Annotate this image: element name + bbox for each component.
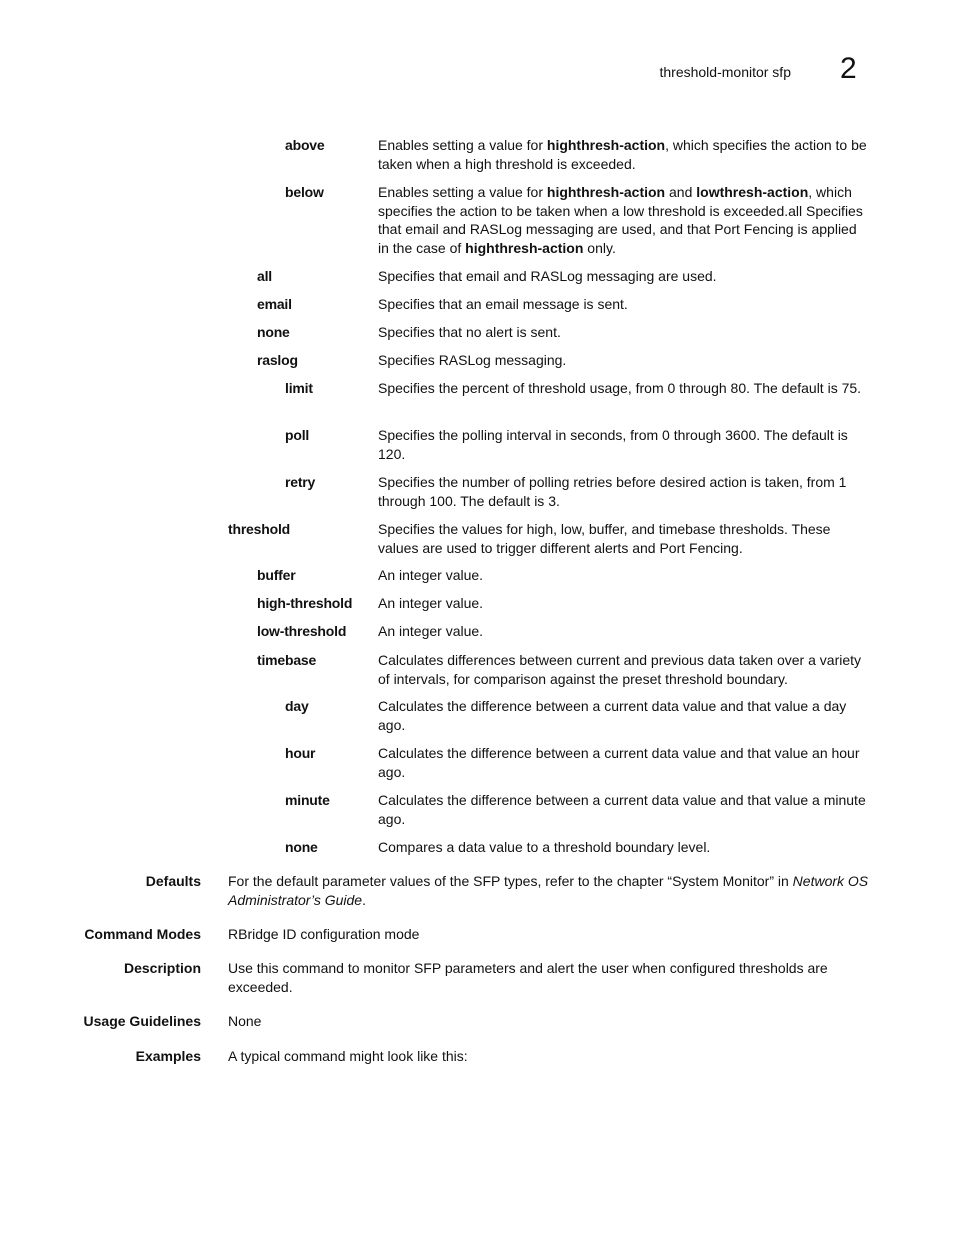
param-term: low-threshold bbox=[257, 623, 347, 639]
param-desc: Specifies the values for high, low, buffer, and timebase thresholds. These values are used to trigger different alerts and Port Fencing. bbox=[378, 521, 831, 556]
param-desc: Specifies RASLog messaging. bbox=[378, 352, 567, 368]
section-label-defaults: Defaults bbox=[145, 873, 201, 889]
param-desc: Calculates the difference between a current data value and that value an hour ago. bbox=[378, 745, 860, 780]
param-desc: Specifies the percent of threshold usage, from 0 through 80. The default is 75. bbox=[378, 380, 862, 396]
body-text: . bbox=[362, 891, 366, 908]
param-desc: Specifies that email and RASLog messaging are used. bbox=[378, 268, 717, 284]
param-term: minute bbox=[285, 792, 330, 808]
param-term: above bbox=[285, 137, 325, 153]
section-body-defaults bbox=[228, 872, 873, 909]
param-term: threshold bbox=[228, 521, 290, 537]
param-term: email bbox=[257, 296, 292, 312]
running-header-title: threshold-monitor sfp bbox=[659, 64, 791, 80]
param-desc: Specifies the polling interval in seconds, from 0 through 3600. The default is 120. bbox=[378, 427, 848, 462]
param-term: hour bbox=[285, 745, 316, 761]
desc-text: , which specifies the action to be taken when a high threshold is exceeded. bbox=[378, 137, 867, 172]
desc-text: and bbox=[665, 184, 697, 200]
section-label-usage-guidelines: Usage Guidelines bbox=[83, 1013, 201, 1029]
keyword: highthresh-action bbox=[546, 137, 666, 153]
param-desc bbox=[378, 183, 870, 257]
desc-text: Enables setting a value for bbox=[378, 184, 547, 200]
param-term: raslog bbox=[257, 352, 298, 368]
section-body-description: Use this command to monitor SFP parameters and alert the user when configured thresholds are exceeded. bbox=[228, 960, 828, 995]
guide-title: Network OS Administrator’s Guide bbox=[228, 873, 869, 908]
param-term: poll bbox=[285, 427, 310, 443]
keyword: lowthresh-action bbox=[696, 184, 809, 200]
param-term: day bbox=[285, 698, 309, 714]
keyword: highthresh-action bbox=[465, 239, 584, 256]
param-desc: An integer value. bbox=[378, 623, 484, 639]
section-label-description: Description bbox=[123, 960, 201, 976]
section-label-examples: Examples bbox=[135, 1048, 201, 1064]
param-term: below bbox=[285, 184, 324, 200]
section-body-usage-guidelines: None bbox=[228, 1013, 262, 1029]
param-desc: Calculates the difference between a current data value and that value a minute ago. bbox=[378, 792, 866, 827]
param-desc: Specifies the number of polling retries before desired action is taken, from 1 through 100. The default is 3. bbox=[378, 474, 847, 509]
param-desc bbox=[378, 136, 870, 173]
param-desc: Calculates the difference between a current data value and that value a day ago. bbox=[378, 698, 847, 733]
param-term: high-threshold bbox=[257, 595, 353, 611]
param-term: timebase bbox=[257, 652, 317, 668]
param-desc: Specifies that an email message is sent. bbox=[378, 296, 628, 312]
body-text: For the default parameter values of the SFP types, refer to the chapter “System Monitor” in bbox=[228, 873, 793, 889]
keyword: highthresh-action bbox=[546, 184, 666, 200]
param-term: none bbox=[285, 839, 318, 855]
param-term: buffer bbox=[257, 567, 296, 583]
param-desc: An integer value. bbox=[378, 595, 484, 611]
desc-text: Enables setting a value for bbox=[378, 137, 547, 153]
desc-text: , which specifies the action to be taken when a low threshold is exceeded.all Specifies that email and RASLog messaging are used, and that Port Fencing is applied in the case of bbox=[378, 184, 863, 256]
section-body-command-modes: RBridge ID configuration mode bbox=[228, 926, 420, 942]
chapter-number: 2 bbox=[840, 52, 857, 85]
param-desc: Specifies that no alert is sent. bbox=[378, 324, 561, 340]
param-desc: An integer value. bbox=[378, 567, 484, 583]
param-desc: Calculates differences between current and previous data taken over a variety of intervals, for comparison against the preset threshold boundary. bbox=[378, 652, 862, 687]
param-term: limit bbox=[285, 380, 313, 396]
desc-text: only. bbox=[583, 239, 616, 256]
param-term: none bbox=[257, 324, 290, 340]
section-body-examples: A typical command might look like this: bbox=[228, 1048, 468, 1064]
param-desc: Compares a data value to a threshold boundary level. bbox=[378, 839, 711, 855]
param-term: retry bbox=[285, 474, 316, 490]
section-label-command-modes: Command Modes bbox=[84, 926, 201, 942]
param-term: all bbox=[257, 268, 272, 284]
